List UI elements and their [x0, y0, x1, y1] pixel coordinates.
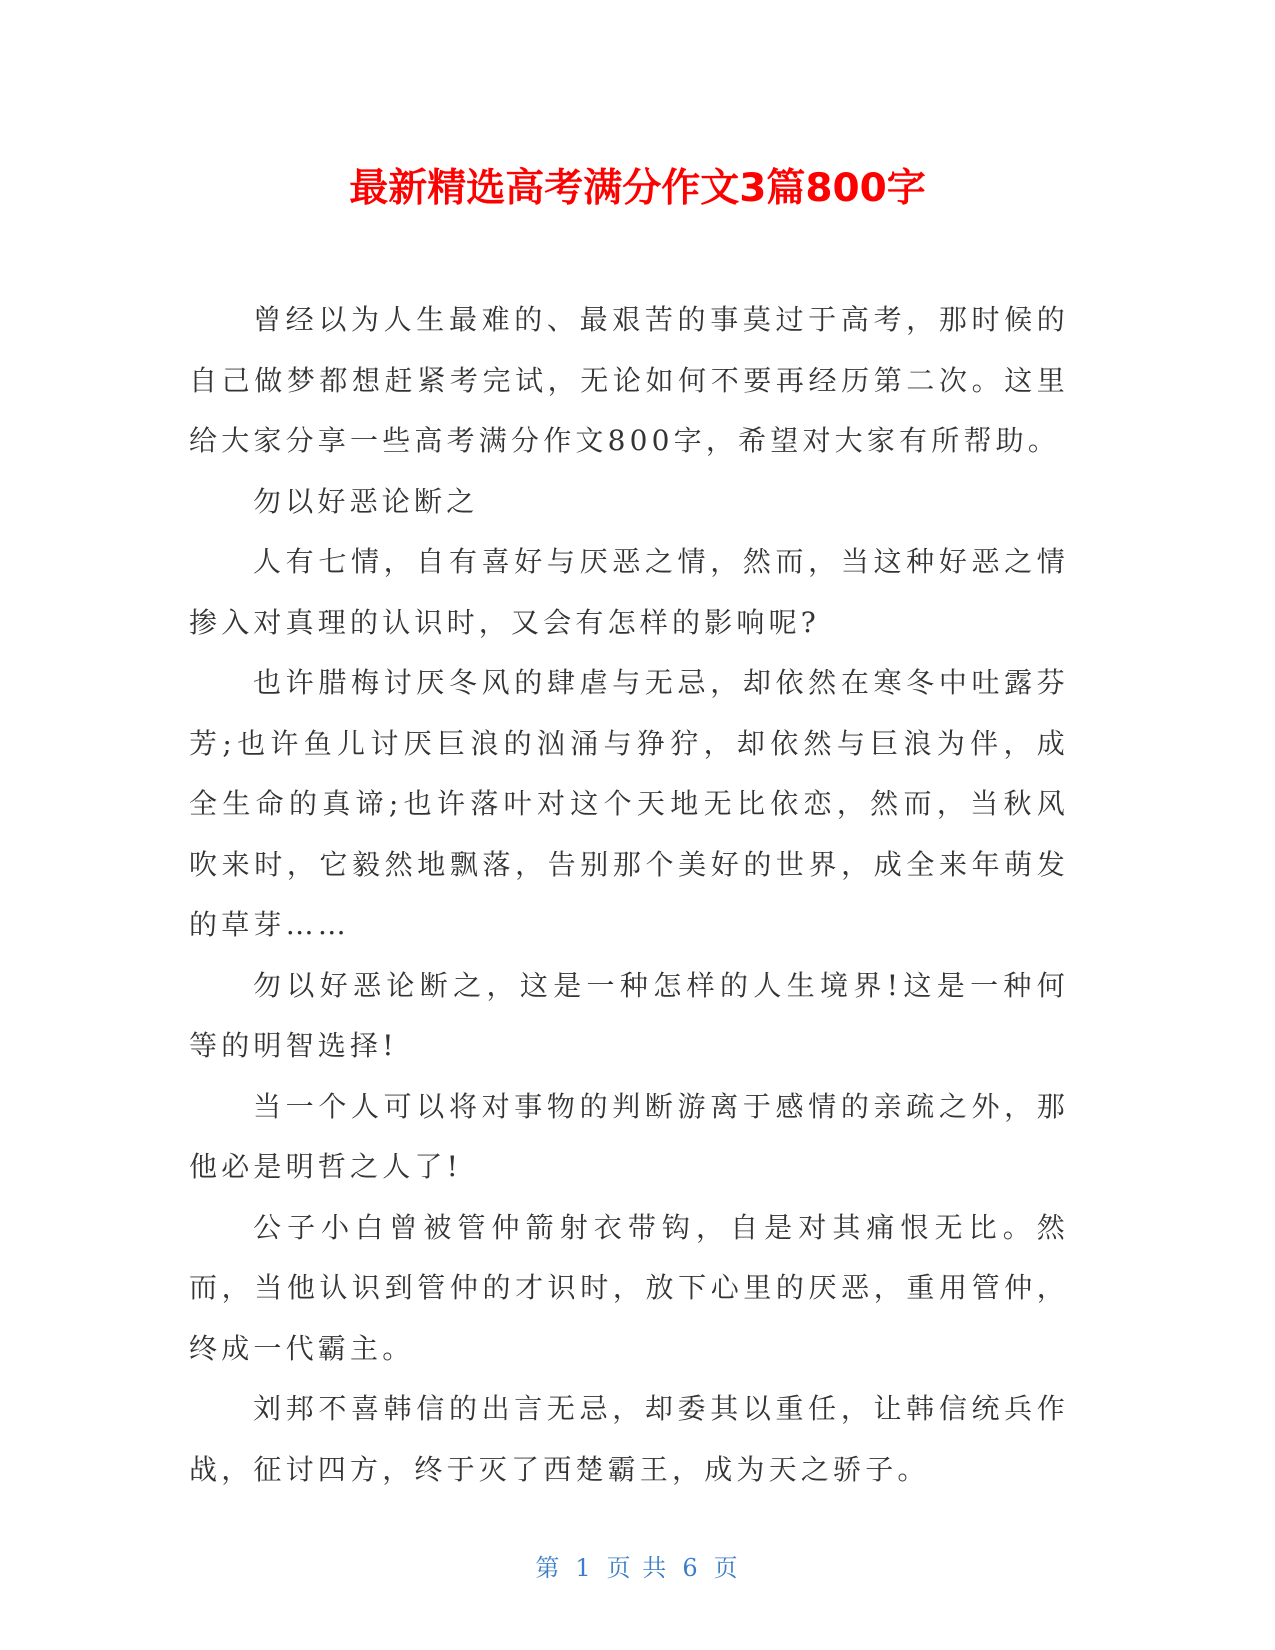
- paragraph: 勿以好恶论断之，这是一种怎样的人生境界!这是一种何等的明智选择!: [189, 968, 1069, 1062]
- page-mid: 页 共: [606, 1554, 669, 1582]
- page-total: 6: [682, 1554, 700, 1582]
- paragraph: 也许腊梅讨厌冬风的肆虐与无忌，却依然在寒冬中吐露芬芳;也许鱼儿讨厌巨浪的汹涌与狰狞，却依然与巨浪为伴，成全生命的真谛;也许落叶对这个天地无比依恋，然而，当秋风吹来时，它毅然地飘落，告别那个美好的世界，成全来年萌发的草芽……: [189, 666, 1069, 941]
- document-body: [189, 290, 1069, 1500]
- paragraph: 公子小白曾被管仲箭射衣带钩，自是对其痛恨无比。然而，当他认识到管仲的才识时，放下心里的厌恶，重用管仲，终成一代霸主。: [189, 1210, 1069, 1365]
- paragraph-intro: 曾经以为人生最难的、最艰苦的事莫过于高考，那时候的自己做梦都想赶紧考完试，无论如何不要再经历第二次。这里给大家分享一些高考满分作文800字，希望对大家有所帮助。: [189, 303, 1069, 457]
- page-current: 1: [575, 1554, 593, 1582]
- paragraph: 人有七情，自有喜好与厌恶之情，然而，当这种好恶之情掺入对真理的认识时，又会有怎样的影响呢?: [189, 545, 1069, 639]
- paragraph: 当一个人可以将对事物的判断游离于感情的亲疏之外，那他必是明哲之人了!: [189, 1089, 1069, 1183]
- paragraph-essay-title: 勿以好恶论断之: [253, 484, 479, 518]
- page-prefix: 第: [535, 1554, 562, 1582]
- page-suffix: 页: [713, 1554, 740, 1582]
- document-title: 最新精选高考满分作文3篇800字: [349, 166, 926, 211]
- page-number-footer: [0, 1552, 1275, 1584]
- paragraph: 刘邦不喜韩信的出言无忌，却委其以重任，让韩信统兵作战，征讨四方，终于灭了西楚霸王，成为天之骄子。: [189, 1392, 1069, 1486]
